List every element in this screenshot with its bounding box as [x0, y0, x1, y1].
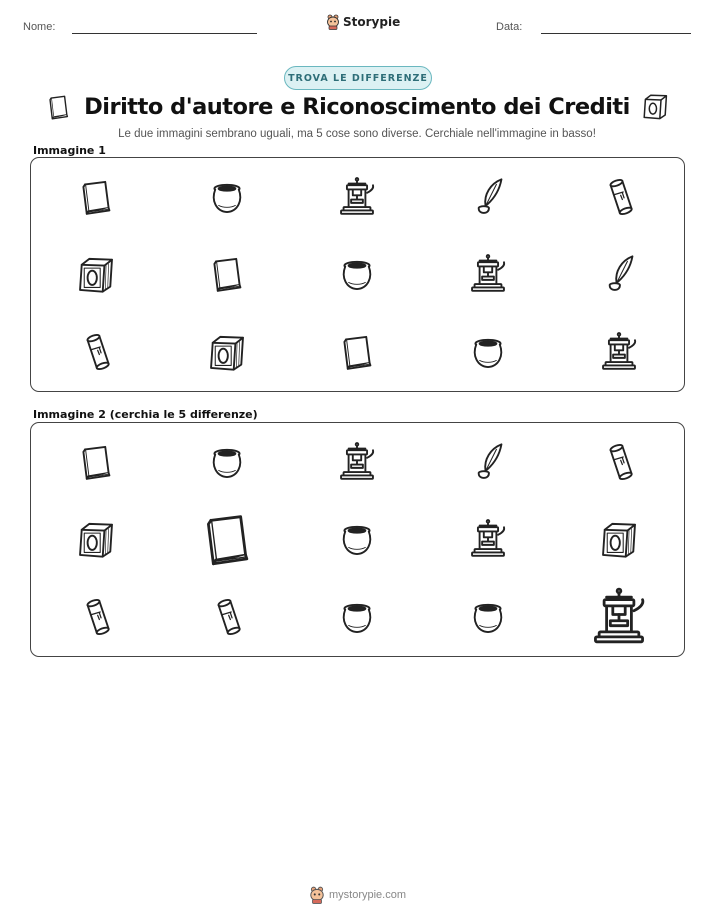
quill-icon — [467, 441, 509, 483]
pot-icon — [336, 253, 378, 295]
footer-site: mystorypie.com — [329, 889, 407, 901]
book-icon — [196, 508, 258, 570]
scroll-icon — [75, 331, 117, 373]
image2-cell-2-2[interactable] — [162, 501, 293, 579]
scroll-icon — [206, 596, 248, 638]
pot-icon — [467, 331, 509, 373]
footer — [309, 886, 406, 904]
scroll-icon — [598, 441, 640, 483]
image2-cell-2-4[interactable] — [423, 501, 554, 579]
image1-cell-1-5 — [553, 158, 684, 236]
image1-cell-3-5 — [553, 313, 684, 391]
press-icon — [336, 176, 378, 218]
image2-cell-1-2[interactable] — [162, 423, 293, 501]
image2-cell-3-2[interactable] — [162, 578, 293, 656]
press-icon — [588, 586, 650, 648]
image1-panel — [30, 157, 685, 392]
image1-cell-3-4 — [423, 313, 554, 391]
image2-cell-3-5[interactable] — [553, 578, 684, 656]
image2-cell-1-3[interactable] — [292, 423, 423, 501]
block-icon — [206, 331, 248, 373]
image1-cell-1-3 — [292, 158, 423, 236]
image1-cell-3-1 — [31, 313, 162, 391]
image2-cell-1-5[interactable] — [553, 423, 684, 501]
press-icon — [336, 441, 378, 483]
image1-cell-1-4 — [423, 158, 554, 236]
pot-icon — [206, 176, 248, 218]
image2-cell-3-3[interactable] — [292, 578, 423, 656]
image2-label: Immagine 2 (cerchia le 5 differenze) — [33, 408, 258, 421]
copyright-block-icon — [640, 91, 670, 121]
press-icon — [467, 253, 509, 295]
image1-cell-2-2 — [162, 236, 293, 314]
image1-cell-1-1 — [31, 158, 162, 236]
storypie-mascot-icon — [326, 14, 340, 30]
page-title: Diritto d'autore e Riconoscimento dei Crediti — [84, 94, 630, 120]
image1-cell-1-2 — [162, 158, 293, 236]
image2-cell-2-5[interactable] — [553, 501, 684, 579]
name-label: Nome: — [23, 21, 56, 33]
name-field[interactable] — [72, 33, 257, 34]
quill-icon — [598, 253, 640, 295]
book-icon — [75, 176, 117, 218]
pot-icon — [336, 596, 378, 638]
pot-icon — [467, 596, 509, 638]
image2-cell-2-1[interactable] — [31, 501, 162, 579]
scroll-icon — [75, 596, 117, 638]
image1-cell-2-3 — [292, 236, 423, 314]
date-field[interactable] — [541, 33, 691, 34]
brand-name: Storypie — [343, 15, 401, 29]
image2-cell-2-3[interactable] — [292, 501, 423, 579]
image1-cell-3-2 — [162, 313, 293, 391]
brand-logo — [326, 14, 400, 30]
date-label: Data: — [496, 21, 523, 33]
press-icon — [598, 331, 640, 373]
pot-icon — [336, 518, 378, 560]
image2-panel[interactable] — [30, 422, 685, 657]
scroll-icon — [598, 176, 640, 218]
image1-cell-3-3 — [292, 313, 423, 391]
storypie-mascot-icon — [309, 886, 325, 904]
activity-badge: TROVA LE DIFFERENZE — [284, 66, 432, 90]
book-icon — [206, 253, 248, 295]
block-icon — [75, 253, 117, 295]
book-icon — [75, 441, 117, 483]
image2-cell-1-4[interactable] — [423, 423, 554, 501]
book-icon — [45, 93, 73, 121]
image1-label: Immagine 1 — [33, 144, 106, 157]
image2-cell-3-1[interactable] — [31, 578, 162, 656]
image1-cell-2-4 — [423, 236, 554, 314]
block-icon — [75, 518, 117, 560]
book-icon — [336, 331, 378, 373]
image1-cell-2-1 — [31, 236, 162, 314]
image2-cell-3-4[interactable] — [423, 578, 554, 656]
instructions: Le due immagini sembrano uguali, ma 5 cose sono diverse. Cerchiale nell'immagine in basso! — [118, 128, 596, 140]
image1-cell-2-5 — [553, 236, 684, 314]
quill-icon — [467, 176, 509, 218]
press-icon — [467, 518, 509, 560]
block-icon — [598, 518, 640, 560]
pot-icon — [206, 441, 248, 483]
image2-cell-1-1[interactable] — [31, 423, 162, 501]
